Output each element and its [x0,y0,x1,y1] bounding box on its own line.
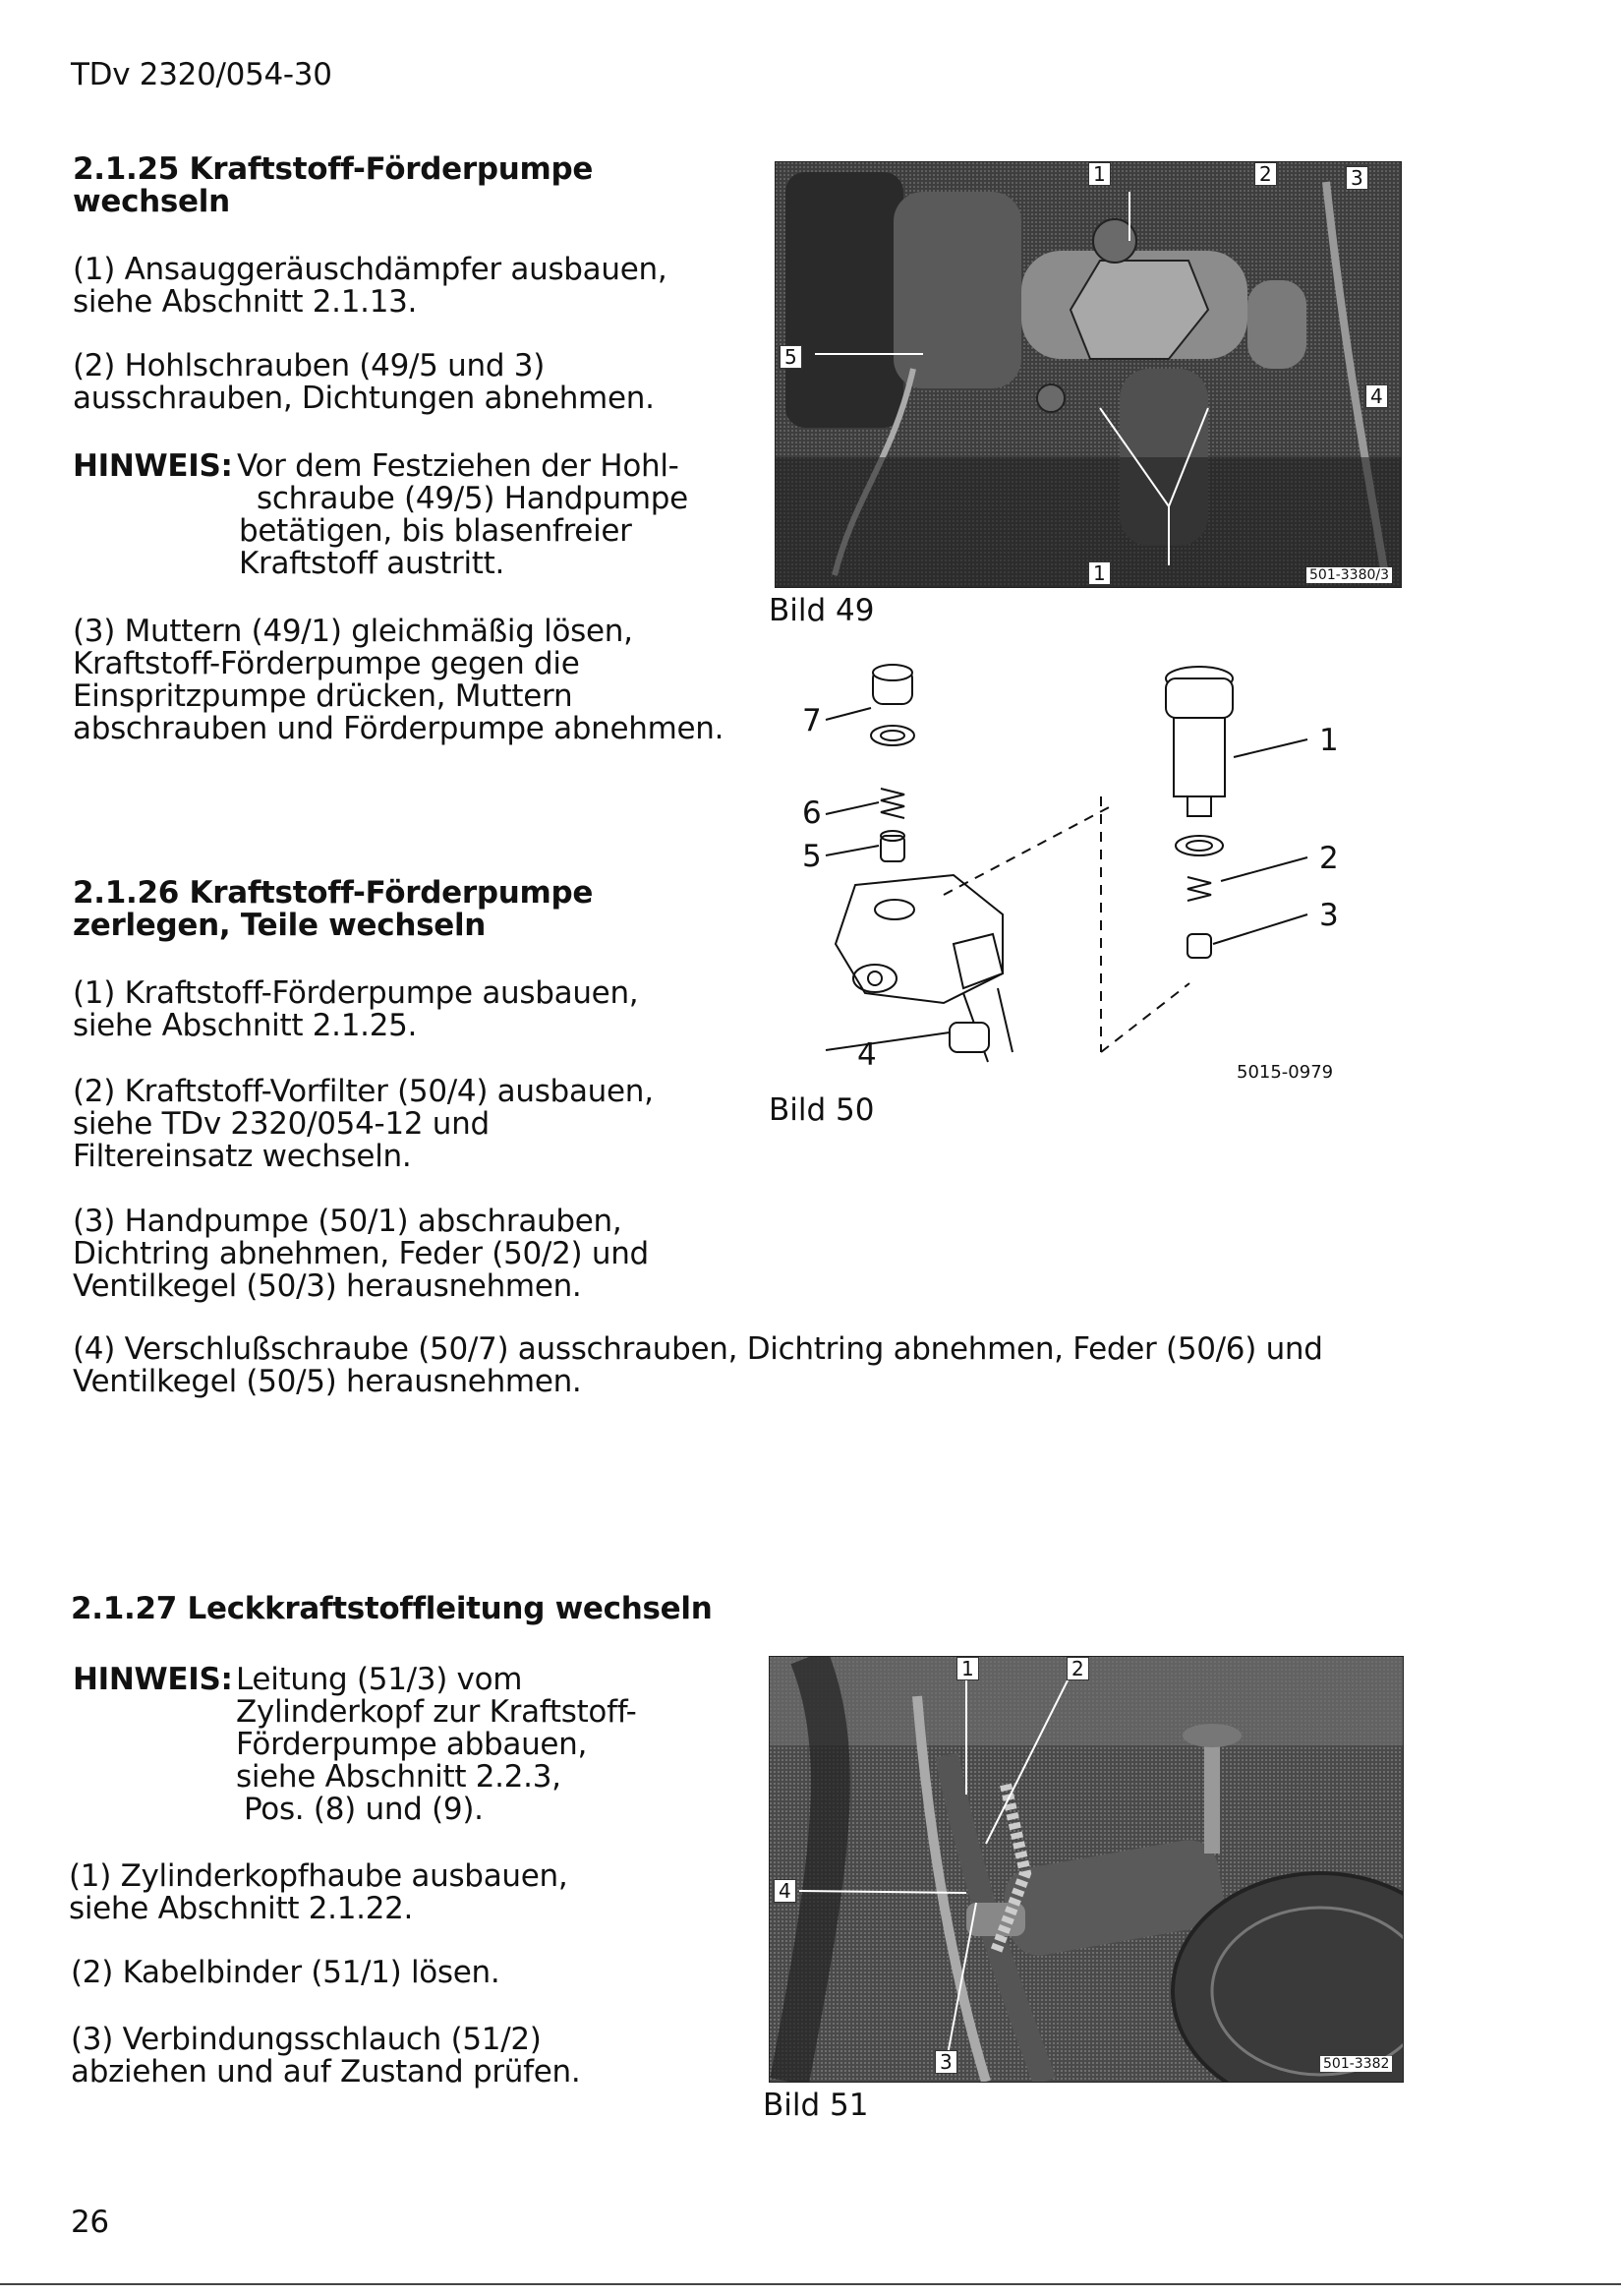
text-line: Leitung (51/3) vom [236,1662,523,1697]
text-line: (2) Kraftstoff-Vorfilter (50/4) ausbauen, [73,1074,654,1109]
fig50-label: 2 [1319,841,1339,876]
fig50-label: 5 [802,839,822,874]
text-line: ausschrauben, Dichtungen abnehmen. [73,381,655,416]
figure-49-caption: Bild 49 [769,593,875,628]
engine-photo-49 [776,162,1401,587]
figure-51-caption: Bild 51 [763,2088,869,2123]
fig49-label: 3 [1346,166,1368,190]
figure-51-photo [769,1656,1404,2083]
fig49-label: 4 [1365,384,1388,408]
note-label-2127: HINWEIS: [73,1662,233,1697]
fig50-label: 7 [802,703,822,738]
text-line: (3) Muttern (49/1) gleichmäßig lösen, [73,614,633,649]
note-label-2125: HINWEIS: [73,448,233,484]
step-2125-2 [73,350,655,415]
fig51-code: 501-3382 [1320,2056,1392,2072]
text-line: (2) Hohlschrauben (49/5 und 3) [73,348,545,383]
text-line: abschrauben und Förderpumpe abnehmen. [73,711,724,746]
document-id: TDv 2320/054-30 [71,57,332,92]
engine-photo-51 [770,1657,1403,2082]
fig49-code: 501-3380/3 [1306,567,1392,583]
fig50-label: 1 [1319,723,1339,758]
text-line: Förderpumpe abbauen, [236,1727,588,1762]
step-2125-3 [73,616,724,745]
fig50-code: 5015-0979 [1237,1062,1334,1083]
step-2126-1 [73,977,638,1042]
text-line: siehe Abschnitt 2.2.3, [236,1759,561,1795]
heading-line: zerlegen, Teile wechseln [73,908,487,943]
text-line: Ventilkegel (50/3) herausnehmen. [73,1268,582,1304]
fig49-label: 1 [1088,162,1111,186]
section-2-1-26-heading [73,877,593,942]
text-line: siehe TDv 2320/054-12 und [73,1106,490,1142]
section-2-1-25-heading [73,153,593,218]
fig51-label: 4 [774,1879,796,1903]
heading-line: wechseln [73,184,230,219]
step-2126-4 [73,1333,1323,1398]
text-line: Ventilkegel (50/5) herausnehmen. [73,1364,582,1399]
step-2126-3 [73,1206,649,1303]
fig51-label: 3 [935,2050,957,2074]
step-2127-1 [69,1860,567,1925]
bottom-rule [0,2283,1621,2285]
fig50-label: 6 [802,795,822,831]
text-line: (1) Zylinderkopfhaube ausbauen, [69,1858,568,1894]
fuel-pump-exploded-diagram [777,649,1386,1101]
text-line: betätigen, bis blasenfreier [239,513,632,549]
text-line: Dichtring abnehmen, Feder (50/2) und [73,1236,649,1271]
text-line: siehe Abschnitt 2.1.25. [73,1008,418,1043]
text-line: Zylinderkopf zur Kraftstoff- [236,1694,637,1730]
figure-49-photo [775,161,1402,588]
text-line: Kraftstoff austritt. [239,546,505,581]
fig50-label: 4 [857,1037,877,1073]
text-line: abziehen und auf Zustand prüfen. [71,2054,581,2090]
fig50-label: 3 [1319,898,1339,933]
text-line: (3) Verbindungsschlauch (51/2) [71,2022,542,2057]
page-number: 26 [71,2205,109,2240]
note-2125 [237,450,688,580]
step-2127-2: (2) Kabelbinder (51/1) lösen. [71,1955,500,1990]
text-line: Kraftstoff-Förderpumpe gegen die [73,646,580,681]
text-line: Einspritzpumpe drücken, Muttern [73,678,573,714]
figure-50-drawing [777,649,1386,1101]
fig49-label: 1 [1088,561,1111,585]
figure-50-caption: Bild 50 [769,1092,875,1128]
text-line: siehe Abschnitt 2.1.13. [73,284,418,320]
heading-line: 2.1.26 Kraftstoff-Förderpumpe [73,875,594,911]
fig51-label: 1 [956,1657,979,1680]
fig49-label: 5 [780,345,802,369]
step-2125-1 [73,254,666,319]
section-2-1-27-heading: 2.1.27 Leckkraftstoffleitung wechseln [71,1591,713,1626]
text-line: schraube (49/5) Handpumpe [257,481,688,516]
text-line: (1) Kraftstoff-Förderpumpe ausbauen, [73,975,639,1011]
text-line: (4) Verschlußschraube (50/7) ausschrauben, Dichtring abnehmen, Feder (50/6) und [73,1331,1323,1367]
fig49-label: 2 [1254,162,1277,186]
heading-line: 2.1.25 Kraftstoff-Förderpumpe [73,151,594,187]
step-2127-3 [71,2024,580,2089]
fig51-label: 2 [1067,1657,1089,1680]
text-line: siehe Abschnitt 2.1.22. [69,1891,414,1926]
text-line: Vor dem Festziehen der Hohl- [237,448,679,484]
step-2126-2 [73,1076,654,1173]
note-2127 [236,1664,637,1826]
text-line: Pos. (8) und (9). [244,1792,484,1827]
text-line: Filtereinsatz wechseln. [73,1139,412,1174]
text-line: (3) Handpumpe (50/1) abschrauben, [73,1204,622,1239]
text-line: (1) Ansauggeräuschdämpfer ausbauen, [73,252,667,287]
